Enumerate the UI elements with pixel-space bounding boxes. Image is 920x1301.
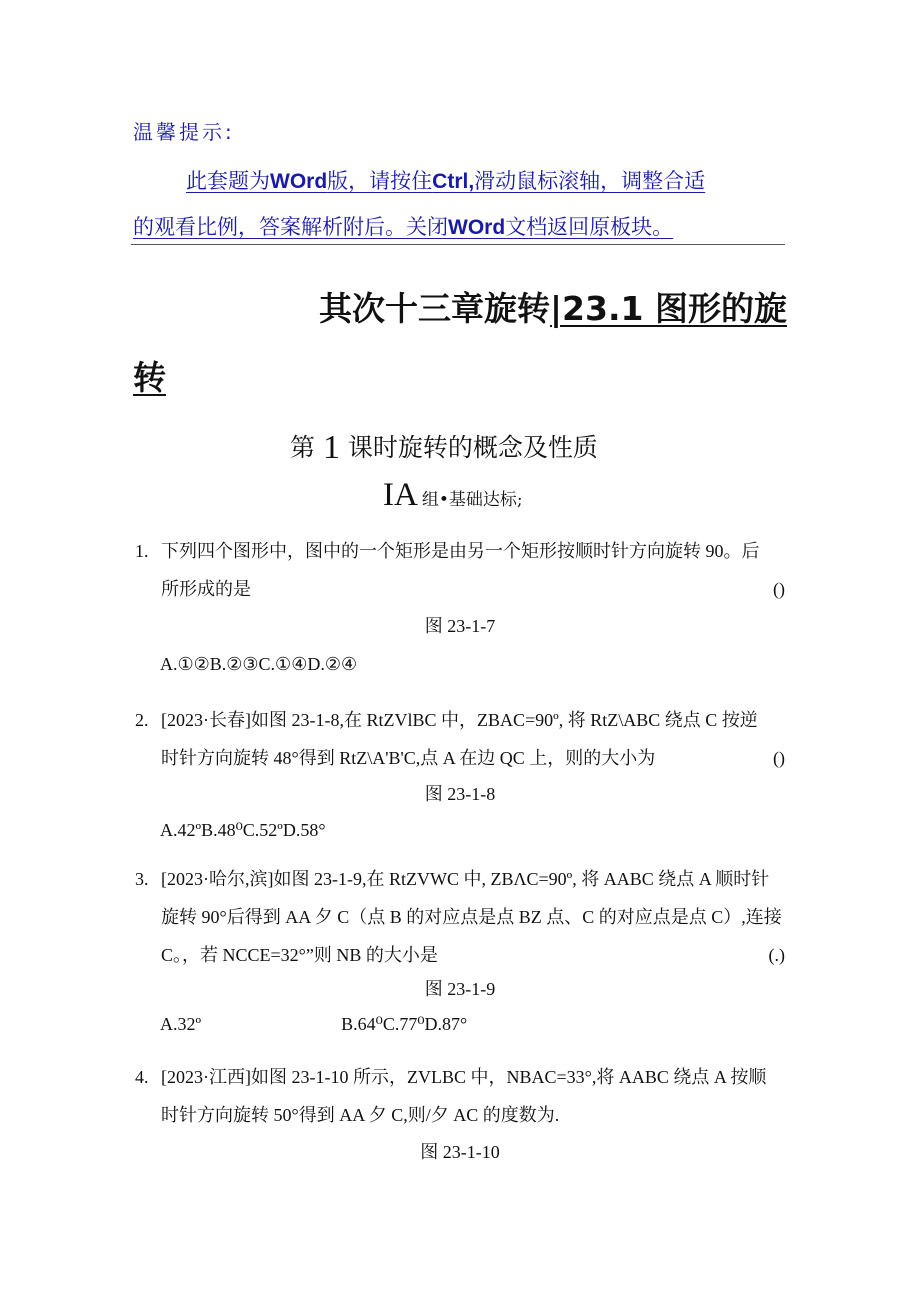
question-line: 旋转 90°后得到 AA 夕 C（点 B 的对应点是点 BZ 点、C 的对应点是点 C）,连接: [161, 907, 782, 927]
chapter-title-underlined: |23.1 图形的旋: [550, 289, 787, 328]
answer-options: [160, 1014, 467, 1035]
figure-caption: 图 23-1-7: [424, 616, 496, 636]
question-number: 2.: [135, 710, 149, 730]
figure-caption: 图 23-1-8: [424, 784, 496, 804]
question-line: [2023·长春]如图 23-1-8,在 RtZVlBC 中，ZBAC=90º, 将 RtZ\ABC 绕点 C 按逆: [161, 710, 758, 730]
chapter-title-line-1: [319, 283, 787, 330]
question-line-with-paren: [161, 570, 785, 608]
divider-line: [131, 244, 785, 245]
group-text: 组•基础达标;: [421, 490, 523, 510]
question-number: 1.: [135, 541, 149, 561]
lesson-number: 1: [322, 429, 340, 466]
tip-line-1[interactable]: [186, 165, 705, 195]
question-line: 所形成的是: [161, 579, 251, 599]
question-line: 下列四个图形中，图中的一个矩形是由另一个矩形按顺时针方向旋转 90。后: [161, 541, 760, 561]
tip-title: 温馨提示:: [133, 120, 235, 144]
tip-line-2-post: 文档返回原板块。: [505, 215, 674, 239]
chapter-title-plain: 其次十三章旋转: [319, 289, 550, 328]
question-4: [135, 1058, 785, 1134]
question-line: [2023·哈尔,滨]如图 23-1-9,在 RtZVWC 中, ZBΛC=90º, 将 AABC 绕点 A 顺时针: [161, 869, 770, 889]
tip-line-1-post: 滑动鼠标滚轴，调整合适: [474, 169, 706, 193]
question-line-with-paren: [161, 739, 785, 777]
question-line: 时针方向旋转 48°得到 RtZ\A'B'C,点 A 在边 QC 上，则的大小为: [161, 748, 656, 768]
answer-paren: (): [773, 748, 785, 768]
lesson-title: [290, 428, 598, 467]
figure-caption: 图 23-1-10: [420, 1142, 500, 1162]
tip-word-1: WOrd: [270, 170, 328, 193]
group-label: IA: [383, 477, 418, 513]
group-heading: [383, 477, 523, 514]
question-line: 时针方向旋转 50°得到 AA 夕 C,则/夕 AC 的度数为.: [161, 1105, 560, 1125]
question-line-with-paren: [161, 936, 785, 974]
lesson-suffix: 课时旋转的概念及性质: [347, 433, 598, 462]
tip-line-2-pre: 的观看比例，答案解析附后。关闭: [133, 215, 448, 239]
answer-options-rest: B.64⁰C.77⁰D.87°: [341, 1014, 468, 1034]
lesson-prefix: 第: [290, 433, 316, 462]
answer-options: A.①②B.②③C.①④D.②④: [160, 654, 358, 674]
figure-caption: 图 23-1-9: [424, 979, 496, 999]
question-line: [2023·江西]如图 23-1-10 所示，ZVLBC 中，NBAC=33°,将 AABC 绕点 A 按顺: [161, 1067, 767, 1087]
answer-paren: (): [773, 579, 785, 599]
tip-ctrl: Ctrl,: [432, 170, 475, 193]
question-3: [135, 860, 785, 974]
tip-line-1-mid: 版，请按住: [327, 169, 433, 193]
question-2: [135, 701, 785, 777]
tip-line-1-pre: 此套题为: [186, 169, 270, 193]
question-number: 4.: [135, 1067, 149, 1087]
question-line: C。，若 NCCE=32°”则 NB 的大小是: [161, 945, 438, 965]
tip-line-2[interactable]: [133, 211, 673, 241]
answer-option-a: A.32º: [160, 1014, 202, 1034]
question-1: [135, 532, 785, 608]
answer-paren: (.): [768, 945, 785, 965]
chapter-title-line-2: 转: [133, 358, 166, 397]
tip-word-2: WOrd: [448, 216, 506, 239]
answer-options: A.42ºB.48⁰C.52ºD.58°: [160, 820, 326, 840]
question-number: 3.: [135, 869, 149, 889]
